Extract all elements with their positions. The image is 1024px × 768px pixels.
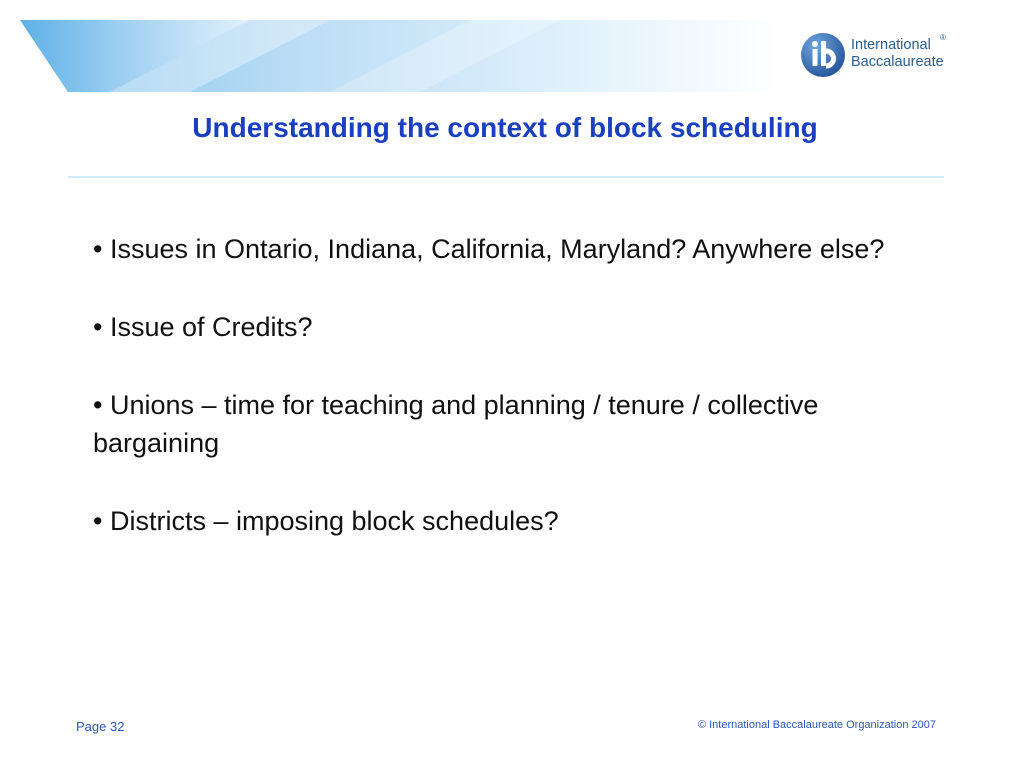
- copyright-notice: © International Baccalaureate Organization 2007: [697, 719, 936, 731]
- slide-title: Understanding the context of block scheduling: [192, 112, 818, 143]
- ib-logo-icon: [800, 32, 846, 78]
- ib-logo: [800, 30, 960, 84]
- logo-text-line1: International: [851, 37, 931, 53]
- logo-text-line2: Baccalaureate: [851, 54, 944, 70]
- bullet-item: • Issue of Credits?: [93, 312, 313, 342]
- page-number: Page 32: [76, 719, 125, 734]
- bullet-item: • Unions – time for teaching and planning / tenure / collective bargaining: [93, 390, 819, 458]
- bullet-item: • Issues in Ontario, Indiana, California, Maryland? Anywhere else?: [93, 234, 885, 264]
- bullet-item: • Districts – imposing block schedules?: [93, 506, 559, 536]
- title-divider: [68, 176, 944, 178]
- registered-mark: ®: [940, 33, 946, 42]
- bullet-list: [93, 230, 933, 580]
